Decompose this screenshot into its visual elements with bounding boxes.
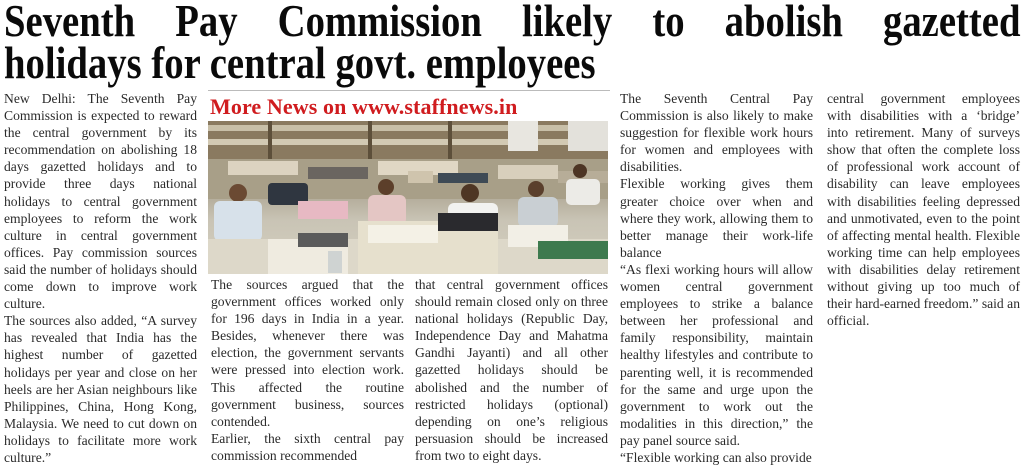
article-column-2 [211,276,404,464]
article-column-3 [415,276,608,464]
headline-line-1: Seventh Pay Commission likely to abolish gazetted [4,0,1021,46]
paragraph: New Delhi: The Seventh Pay Commission is expected to reward the central government by its recommendation on abolishing 18 days gazetted holidays and to provide three days national holidays to central government employees to reform the work culture in central government offices. Pay commission sources said the number of holidays should come down to improve work culture. [4,91,197,312]
paragraph: that central government offices should remain closed only on three national holidays (Republic Day, Independence Day and Mahatma Gandhi Jayanti) and all other gazetted holidays should be abolished and the number of restricted holidays (optional) depending on one’s religious persuasion should be increased from two to eight days. [415,277,608,463]
paragraph: “Flexible working can also provide [620,449,812,465]
article-column-5 [827,90,1020,329]
office-workers-photo [208,121,608,274]
promo-banner-text: More News on www.staffnews.in [210,94,518,119]
paragraph: Flexible working gives them greater choice over when and where they work, allowing them to better manage their work-life balance [620,176,813,260]
paragraph: The sources argued that the government offices worked only for 196 days in India in a year. Besides, whenever there was election, the government servants were pressed into election work. This affected the routine government business, sources contended. [211,277,404,429]
photo-illustration-icon [208,121,608,274]
paragraph: The Seventh Central Pay Commission is also likely to make suggestion for flexible work hours for women and employees with disabilities. [620,91,813,175]
article-column-4 [620,90,813,466]
article-column-1 [4,90,197,466]
headline-line-2: holidays for central govt. employees [4,38,596,88]
paragraph: central government employees with disabilities with a ‘bridge’ into retirement. Many of surveys show that often the complete loss of professional work account of disability can leave employees with disabilities feeling depressed and unmotivated, even to the point of affecting mental health. Flexible working time can help employees with disabilities delay retirement without giving up too much of their hard-earned freedom.” said an official. [827,91,1020,329]
photo-block [208,91,610,274]
paragraph: Earlier, the sixth central pay commission recommended [211,430,404,463]
paragraph: The sources also added, “A survey has revealed that India has the highest number of gazetted holidays per year and close on her heels are her Asian neighbours like Philippines, China, Hong Kong, Malaysia. We need to cut down on holidays to facilitate more work culture.” [4,313,197,465]
article-headline [4,0,1021,88]
paragraph: “As flexi working hours will allow women central government employees to strike a balance between her professional and family responsibility, maintain healthy lifestyles and contribute to parenting well, it is recommended for the same and urge upon the government to work out the modalities in this direction,” the pay panel source said. [620,261,813,448]
